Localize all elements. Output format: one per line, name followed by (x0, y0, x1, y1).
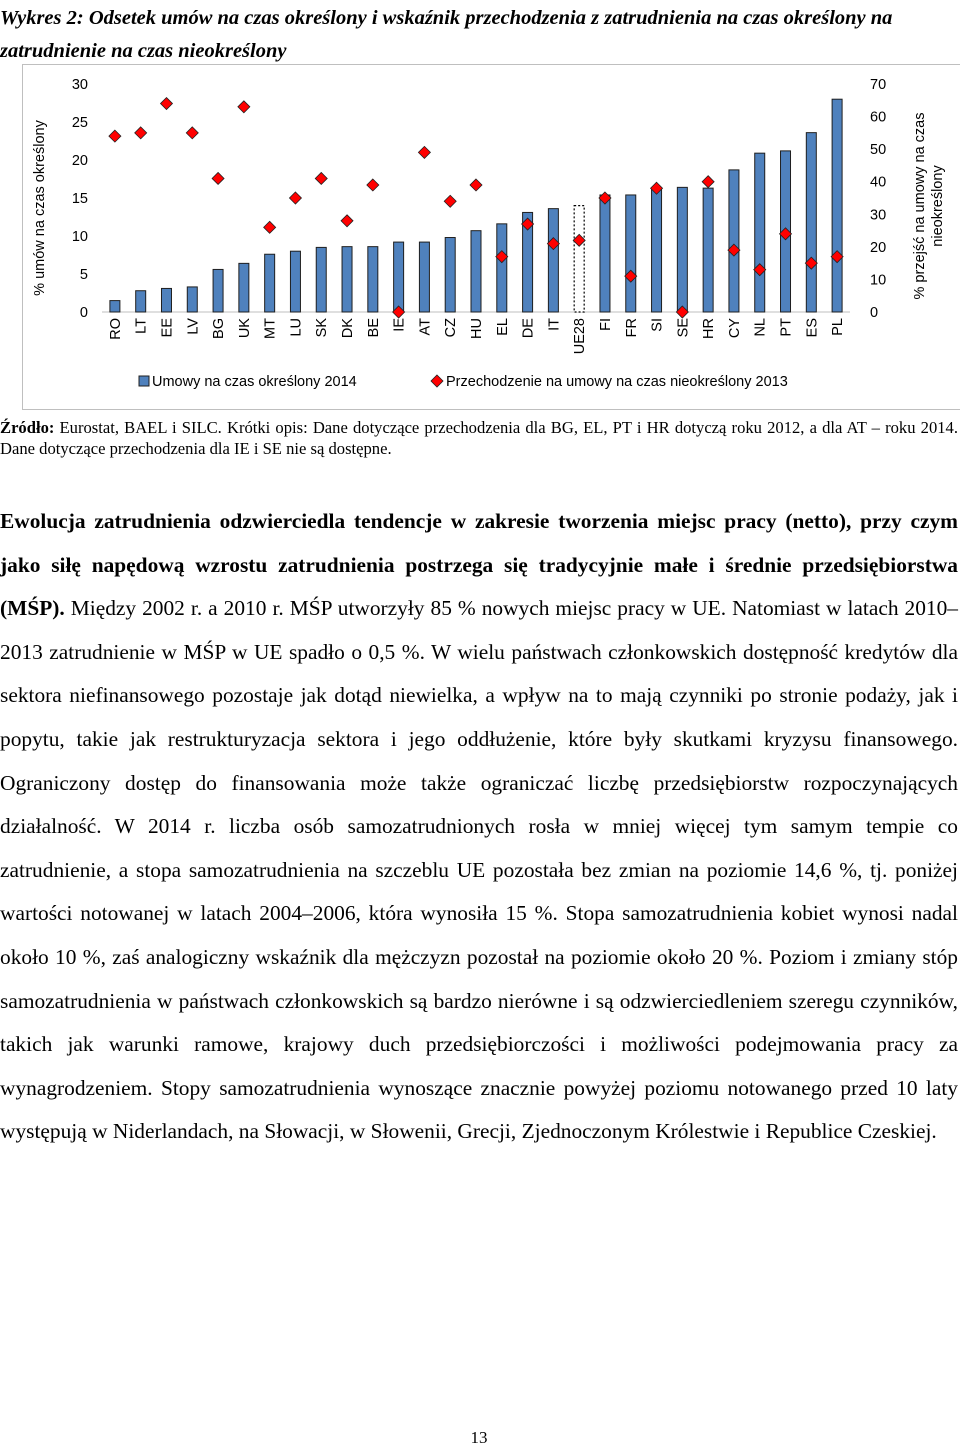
y-left-tick-label: 30 (71, 77, 88, 93)
x-tick-label: LV (185, 318, 202, 335)
body-paragraph (0, 500, 958, 1154)
x-tick-label: ES (804, 318, 821, 338)
y-right-tick-label: 50 (870, 142, 887, 159)
chart-border (23, 65, 960, 410)
x-tick-label: SI (649, 318, 666, 332)
x-tick-label: LU (288, 318, 305, 337)
bar (110, 301, 120, 312)
marker-point (160, 98, 172, 110)
x-tick-label: FR (623, 318, 640, 338)
y-left-tick-label: 0 (79, 305, 88, 321)
marker-point (289, 192, 301, 204)
body-paragraph-bold: Ewolucja zatrudnienia odzwierciedla tendencje w zakresie tworzenia miejsc pracy (netto), przy czym jako siłę napędową wzrostu zatrudnienia postrzega się tradycyjnie małe i średnie przedsiębiorstwa (MŚP). (0, 509, 958, 621)
x-tick-label: FI (597, 318, 614, 331)
x-tick-label: LT (133, 318, 150, 334)
y-left-tick-label: 20 (71, 153, 88, 169)
bar (548, 209, 558, 312)
bar (290, 251, 300, 312)
bar (213, 269, 223, 312)
x-tick-label: MT (262, 318, 279, 339)
x-tick-label: HU (469, 318, 485, 339)
y-right-tick-label: 20 (870, 239, 887, 256)
x-tick-label: NL (752, 318, 769, 337)
y-right-tick-label: 40 (870, 174, 887, 191)
bar (471, 231, 481, 312)
x-tick-label: SE (675, 318, 692, 338)
x-tick-label: BE (365, 318, 382, 338)
bar (755, 153, 765, 312)
bar (394, 242, 404, 312)
marker-point (109, 130, 121, 142)
bar (497, 224, 507, 312)
y-left-axis-title: % umów na czas określony (32, 120, 48, 296)
y-right-tick-label: 10 (870, 272, 887, 289)
y-left-tick-label: 5 (79, 267, 88, 283)
marker-point (341, 215, 353, 227)
bar (368, 247, 378, 312)
bar (677, 187, 687, 312)
legend-diamond-swatch (431, 375, 443, 387)
x-tick-label: BG (211, 318, 228, 339)
x-tick-label: RO (107, 318, 124, 340)
x-tick-label: UK (236, 318, 253, 339)
bar (161, 288, 171, 312)
source-note (0, 417, 958, 459)
bar (806, 133, 816, 312)
chart-title: Wykres 2: Odsetek umów na czas określony i wskaźnik przechodzenia z zatrudnienia na czas określony na zatrudnienie na czas nieokreślony (0, 7, 893, 62)
x-tick-label: EL (494, 318, 511, 336)
x-tick-label: DE (520, 317, 537, 339)
y-left-tick-label: 25 (71, 115, 88, 131)
chart (22, 64, 960, 410)
marker-point (135, 127, 147, 139)
marker-point (444, 195, 456, 207)
source-text: Eurostat, BAEL i SILC. Krótki opis: Dane dotyczące przechodzenia dla BG, EL, PT i HR dotyczą roku 2012, a dla AT – roku 2014. Dane dotyczące przechodzenia dla IE i SE nie są dostępne. (0, 418, 958, 458)
y-right-tick-label: 60 (870, 109, 887, 126)
y-right-axis-title-line2: nieokreślony (930, 165, 946, 247)
legend-diamond-label: Przechodzenie na umowy na czas nieokreślony 2013 (446, 374, 788, 390)
bar (626, 195, 636, 312)
x-tick-label: HR (701, 318, 718, 339)
marker-point (186, 127, 198, 139)
bar (652, 189, 662, 312)
marker-point (212, 172, 224, 184)
marker-point (367, 179, 379, 191)
x-tick-label: CZ (443, 318, 460, 338)
marker-point (470, 179, 482, 191)
bar (187, 287, 197, 312)
legend-bar-swatch (139, 376, 149, 386)
y-left-tick-label: 15 (71, 191, 88, 207)
page-number: 13 (470, 1428, 488, 1447)
y-right-tick-label: 30 (870, 207, 887, 224)
bar (832, 99, 842, 312)
marker-point (315, 172, 327, 184)
source-label: Źródło: (0, 418, 55, 437)
x-tick-label: EE (159, 318, 176, 338)
chart-svg (22, 64, 960, 410)
bar (342, 247, 352, 312)
marker-point (418, 146, 430, 158)
bar (729, 170, 739, 312)
x-tick-label: IT (546, 318, 563, 331)
bar (265, 254, 275, 312)
x-tick-label: UE28 (572, 318, 589, 355)
y-left-tick-label: 10 (71, 229, 88, 245)
bar (136, 291, 146, 312)
bar (239, 263, 249, 312)
bar (445, 238, 455, 312)
x-tick-label: CY (726, 318, 743, 339)
marker-point (702, 176, 714, 188)
bar (600, 195, 610, 312)
bar (419, 242, 429, 312)
y-right-tick-label: 70 (870, 77, 887, 93)
bar (316, 247, 326, 312)
body-paragraph-text: Między 2002 r. a 2010 r. MŚP utworzyły 85 % nowych miejsc pracy w UE. Natomiast w latach 2010–2013 zatrudnienie w MŚP w UE spadło o 0,5 %. W wielu państwach członkowskich dostępność kredytów dla sektora niefinansowego pozostaje jak dotąd niewielka, a wpływ na to mają czynniki po stronie podaży, jak i popytu, takie jak restrukturyzacja sektora i jego oddłużenie, które były skutkami kryzysu finansowego. Ograniczony dostęp do finansowania może także ograniczać liczbę przedsiębiorstw rozpoczynających działalność. W 2014 r. liczba osób samozatrudnionych rosła w mniej więcej tym samym tempie co zatrudnienie, a stopa samozatrudnienia na szczeblu UE pozostała bez zmian na poziomie 14,6 %, tj. poniżej wartości notowanej w latach 2004–2006, która wynosiła 15 %. Stopa samozatrudnienia kobiet wynosi nadal około 10 %, zaś analogiczny wskaźnik dla mężczyzn pozostał na poziomie około 20 %. Poziom i zmiany stóp samozatrudnienia w państwach członkowskich są bardzo nierówne i są odzwierciedleniem szeregu czynników, takich jak warunki ramowe, krajowy duch przedsiębiorczości i możliwości podejmowania pracy za wynagrodzeniem. Stopy samozatrudnienia wynoszące znacznie powyżej poziomu notowanego przed 10 laty występują w Niderlandach, na Słowacji, w Słowenii, Grecji, Zjednoczonym Królestwie i Republice Czeskiej. (0, 596, 958, 1144)
x-tick-label: AT (417, 318, 434, 336)
legend-bar-label: Umowy na czas określony 2014 (152, 374, 357, 390)
y-right-tick-label: 0 (870, 305, 879, 321)
bar (703, 188, 713, 312)
y-right-axis-title: % przejść na umowy na czas (912, 112, 928, 300)
x-tick-label: IE (391, 318, 408, 332)
x-tick-label: DK (340, 318, 357, 339)
x-tick-label: PL (830, 318, 847, 336)
bar (574, 206, 584, 312)
marker-point (264, 221, 276, 233)
marker-point (238, 101, 250, 113)
x-tick-label: SK (314, 318, 331, 338)
x-tick-label: PT (778, 318, 795, 337)
